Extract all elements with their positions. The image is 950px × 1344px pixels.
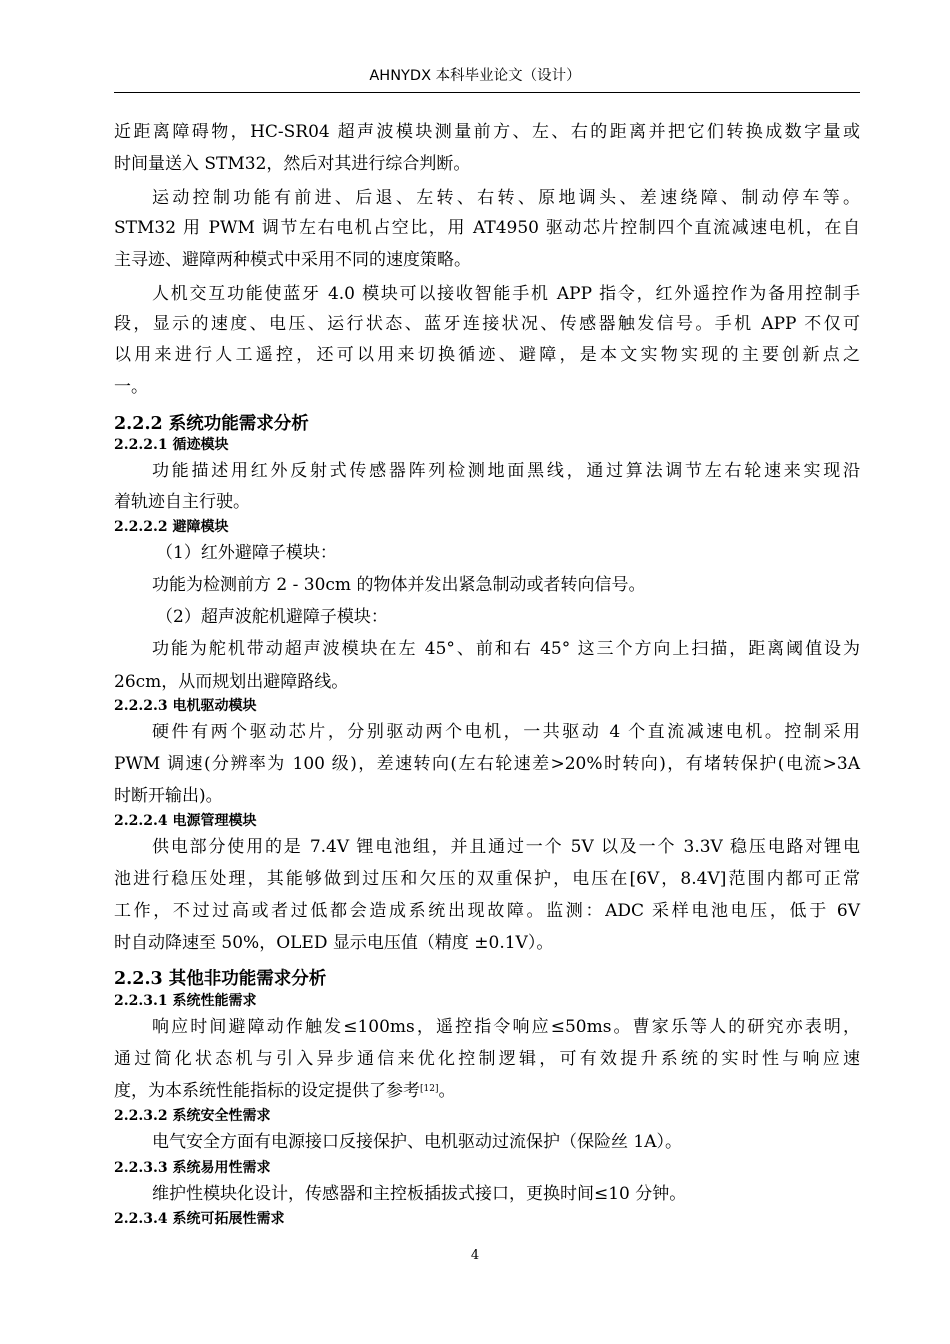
body-line: 通过简化状态机与引入异步通信来优化控制逻辑，可有效提升系统的实时性与响应速 — [114, 1049, 860, 1069]
subsection-heading-2-2-3-2: 2.2.3.2 系统安全性需求 — [114, 1108, 271, 1124]
body-line: 时间量送入 STM32，然后对其进行综合判断。 — [114, 154, 471, 174]
body-line-text: 度，为本系统性能指标的设定提供了参考 — [114, 1081, 420, 1101]
body-line: 一。 — [114, 377, 148, 397]
body-line: 维护性模块化设计，传感器和主控板插拔式接口，更换时间≤10 分钟。 — [152, 1184, 687, 1204]
body-line: 近距离障碍物，HC-SR04 超声波模块测量前方、左、右的距离并把它们转换成数字量或 — [114, 122, 860, 142]
body-line: 以用来进行人工遥控，还可以用来切换循迹、避障，是本文实物实现的主要创新点之 — [114, 345, 860, 365]
body-line: 响应时间避障动作触发≤100ms，遥控指令响应≤50ms。曹家乐等人的研究亦表明， — [152, 1017, 860, 1037]
body-line: 时自动降速至 50%，OLED 显示电压值（精度 ±0.1V）。 — [114, 933, 554, 953]
body-line: PWM 调速(分辨率为 100 级)，差速转向(左右轮速差>20%时转向)，有堵转保护(电流>3A — [114, 754, 860, 774]
section-heading-2-2-2: 2.2.2 系统功能需求分析 — [114, 414, 309, 434]
body-line: 功能为舵机带动超声波模块在左 45°、前和右 45° 这三个方向上扫描，距离阈值设为 — [152, 639, 860, 659]
body-line: （2）超声波舵机避障子模块： — [156, 607, 388, 627]
body-line: 运动控制功能有前进、后退、左转、右转、原地调头、差速绕障、制动停车等。 — [152, 188, 860, 208]
subsection-heading-2-2-3-1: 2.2.3.1 系统性能需求 — [114, 993, 257, 1009]
body-line: STM32 用 PWM 调节左右电机占空比，用 AT4950 驱动芯片控制四个直流减速电机，在自 — [114, 218, 860, 238]
subsection-heading-2-2-2-4: 2.2.2.4 电源管理模块 — [114, 813, 257, 829]
section-heading-2-2-3: 2.2.3 其他非功能需求分析 — [114, 969, 327, 989]
subsection-heading-2-2-3-4: 2.2.3.4 系统可拓展性需求 — [114, 1211, 285, 1227]
body-line: 段，显示的速度、电压、运行状态、蓝牙连接状况、传感器触发信号。手机 APP 不仅可 — [114, 314, 860, 334]
citation-ref: [12] — [420, 1084, 439, 1094]
body-line: 着轨迹自主行驶。 — [114, 492, 250, 512]
body-line: 功能描述用红外反射式传感器阵列检测地面黑线，通过算法调节左右轮速来实现沿 — [152, 461, 860, 481]
body-line: 功能为检测前方 2 - 30cm 的物体并发出紧急制动或者转向信号。 — [152, 575, 646, 595]
page-header: AHNYDX 本科毕业论文（设计） — [369, 68, 581, 84]
body-line: 供电部分使用的是 7.4V 锂电池组，并且通过一个 5V 以及一个 3.3V 稳压电路对锂电 — [152, 837, 860, 857]
subsection-heading-2-2-2-2: 2.2.2.2 避障模块 — [114, 519, 229, 535]
body-line: 人机交互功能使蓝牙 4.0 模块可以接收智能手机 APP 指令，红外遥控作为备用控制手 — [152, 284, 860, 304]
body-line: （1）红外避障子模块： — [156, 543, 337, 563]
body-line: 硬件有两个驱动芯片，分别驱动两个电机，一共驱动 4 个直流减速电机。控制采用 — [152, 722, 860, 742]
body-line-end: 。 — [438, 1081, 456, 1101]
subsection-heading-2-2-3-3: 2.2.3.3 系统易用性需求 — [114, 1160, 271, 1176]
body-line — [114, 1077, 860, 1106]
page-number: 4 — [470, 1248, 480, 1263]
subsection-heading-2-2-2-3: 2.2.2.3 电机驱动模块 — [114, 698, 257, 714]
header-rule — [114, 92, 860, 93]
body-line: 26cm，从而规划出避障路线。 — [114, 672, 349, 692]
body-line: 电气安全方面有电源接口反接保护、电机驱动过流保护（保险丝 1A）。 — [152, 1132, 682, 1152]
subsection-heading-2-2-2-1: 2.2.2.1 循迹模块 — [114, 437, 229, 453]
body-line: 主寻迹、避障两种模式中采用不同的速度策略。 — [114, 250, 471, 270]
body-line: 时断开输出)。 — [114, 786, 223, 806]
body-line: 工作，不过过高或者过低都会造成系统出现故障。监测：ADC 采样电池电压，低于 6V — [114, 901, 860, 921]
body-line: 池进行稳压处理，其能够做到过压和欠压的双重保护，电压在[6V，8.4V]范围内都可正常 — [114, 869, 860, 889]
